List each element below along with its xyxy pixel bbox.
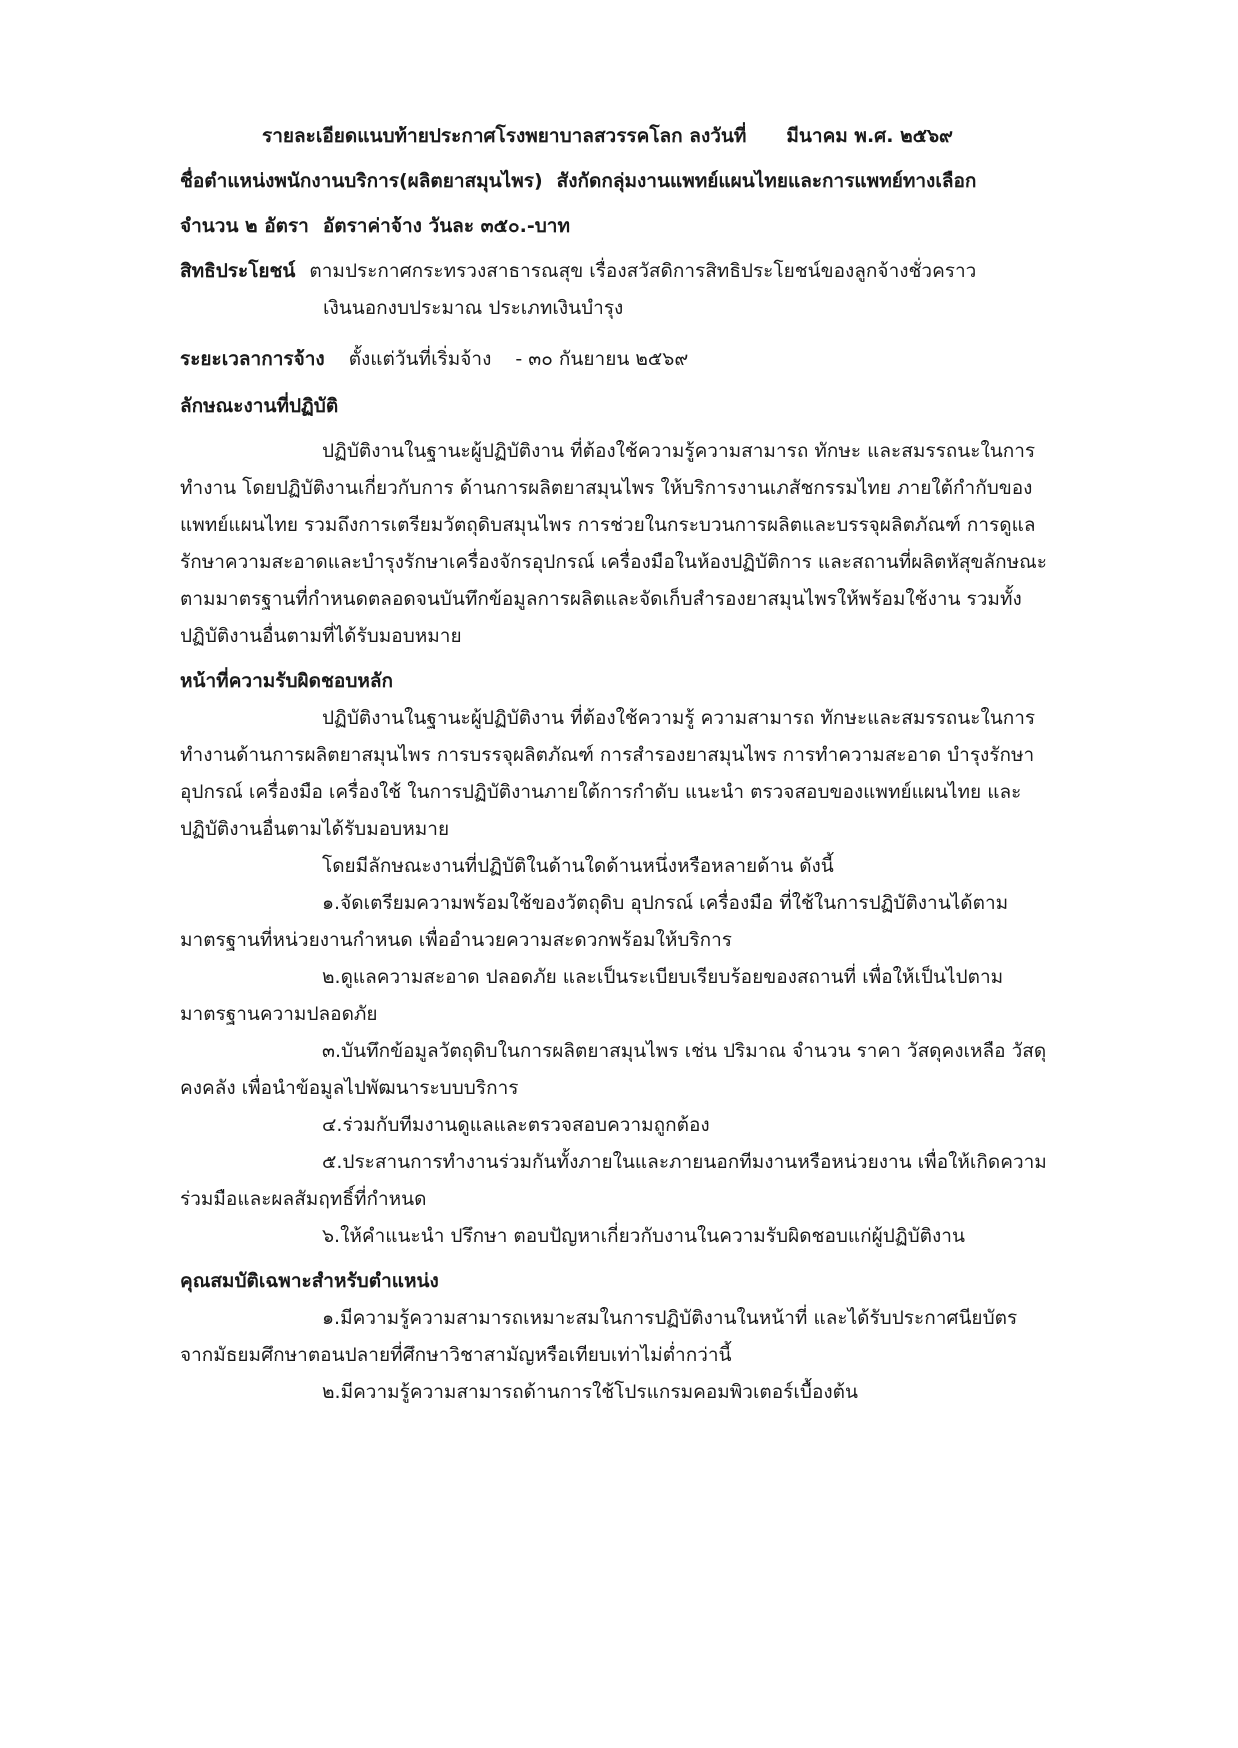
- qualification-item-2: ๒.มีความรู้ความสามารถด้านการใช้โปรแกรมคอมพิวเตอร์เบื้องต้น: [322, 1381, 858, 1403]
- position-unit: สังกัดกลุ่มงานแพทย์แผนไทยและการแพทย์ทางเลือก: [556, 170, 977, 192]
- quota-count: จำนวน ๒ อัตรา: [180, 215, 309, 237]
- title-text: รายละเอียดแนบท้ายประกาศโรงพยาบาลสวรรคโลก ลงวันที่: [262, 125, 747, 147]
- qualification-item-1: ๑.มีความรู้ความสามารถเหมาะสมในการปฏิบัติงานในหน้าที่ และได้รับประกาศนียบัตร: [322, 1307, 1018, 1329]
- benefits-line: [180, 253, 1130, 290]
- job-nature-line: ทำงาน โดยปฏิบัติงานเกี่ยวกับการ ด้านการผลิตยาสมุนไพร ให้บริการงานเภสัชกรรมไทย ภายใต้กำกับของ: [180, 477, 1033, 499]
- duty-item-5: ๕.ประสานการทำงานร่วมกันทั้งภายในและภายนอกทีมงานหรือหน่วยงาน เพื่อให้เกิดความ: [322, 1151, 1047, 1173]
- document-title: [180, 118, 1130, 155]
- title-date: มีนาคม พ.ศ. ๒๕๖๙: [786, 125, 953, 147]
- duty-item-2: ๒.ดูแลความสะอาด ปลอดภัย และเป็นระเบียบเรียบร้อยของสถานที่ เพื่อให้เป็นไปตาม: [322, 966, 1004, 988]
- duty-item-3: ๓.บันทึกข้อมูลวัตถุดิบในการผลิตยาสมุนไพร เช่น ปริมาณ จำนวน ราคา วัสดุคงเหลือ วัสดุ: [322, 1040, 1047, 1062]
- position-label: ชื่อตำแหน่งพนักงานบริการ(ผลิตยาสมุนไพร): [180, 170, 543, 192]
- period-start: ตั้งแต่วันที่เริ่มจ้าง: [348, 348, 492, 370]
- job-nature-body: [180, 433, 1130, 655]
- job-nature-line: ตามมาตรฐานที่กำหนดตลอดจนบันทึกข้อมูลการผลิตและจัดเก็บสำรองยาสมุนไพรให้พร้อมใช้งาน รวมทั้ง: [180, 588, 1022, 610]
- qualifications-body: [180, 1300, 1130, 1411]
- duty-item-1-cont: มาตรฐานที่หน่วยงานกำหนด เพื่ออำนวยความสะดวกพร้อมให้บริการ: [180, 929, 733, 951]
- qualifications-heading: คุณสมบัติเฉพาะสำหรับตำแหน่ง: [180, 1270, 439, 1292]
- job-nature-line: รักษาความสะอาดและบำรุงรักษาเครื่องจักรอุปกรณ์ เครื่องมือในห้องปฏิบัติการ และสถานที่ผลิตหัสุขลักษณะ: [180, 551, 1047, 573]
- duties-line: ปฏิบัติงานอื่นตามได้รับมอบหมาย: [180, 818, 450, 840]
- duties-line: อุปกรณ์ เครื่องมือ เครื่องใช้ ในการปฏิบัติงานภายใต้การกำดับ แนะนำ ตรวจสอบของแพทย์แผนไทย และ: [180, 781, 1022, 803]
- benefits-line2: เงินนอกงบประมาณ ประเภทเงินบำรุง: [323, 297, 624, 319]
- duty-item-2-cont: มาตรฐานความปลอดภัย: [180, 1003, 378, 1025]
- duty-item-5-cont: ร่วมมือและผลสัมฤทธิ์ที่กำหนด: [180, 1188, 427, 1210]
- quota-wage: อัตราค่าจ้าง วันละ ๓๕๐.-บาท: [322, 215, 570, 237]
- period-line: [180, 341, 1130, 378]
- job-nature-line: แพทย์แผนไทย รวมถึงการเตรียมวัตถุดิบสมุนไพร การช่วยในกระบวนการผลิตและบรรจุผลิตภัณฑ์ การดูแล: [180, 514, 1036, 536]
- period-end: - ๓๐ กันยายน ๒๕๖๙: [515, 348, 689, 370]
- duty-item-3-cont: คงคลัง เพื่อนำข้อมูลไปพัฒนาระบบบริการ: [180, 1077, 519, 1099]
- duties-line: ปฏิบัติงานในฐานะผู้ปฏิบัติงาน ที่ต้องใช้ความรู้ ความสามารถ ทักษะและสมรรถนะในการ: [322, 707, 1036, 729]
- quota-line: [180, 208, 1130, 245]
- benefits-line1: ตามประกาศกระทรวงสาธารณสุข เรื่องสวัสดิการสิทธิประโยชน์ของลูกจ้างชั่วคราว: [309, 260, 977, 282]
- duty-item-6: ๖.ให้คำแนะนำ ปรึกษา ตอบปัญหาเกี่ยวกับงานในความรับผิดชอบแก่ผู้ปฏิบัติงาน: [322, 1225, 965, 1247]
- period-label: ระยะเวลาการจ้าง: [180, 348, 325, 370]
- job-nature-heading: ลักษณะงานที่ปฏิบัติ: [180, 395, 339, 417]
- duties-heading: หน้าที่ความรับผิดชอบหลัก: [180, 670, 394, 692]
- duties-body: [180, 700, 1130, 1255]
- qualification-item-1-cont: จากมัธยมศึกษาตอนปลายที่ศึกษาวิชาสามัญหรือเทียบเท่าไม่ต่ำกว่านี้: [180, 1344, 732, 1366]
- duties-intro: โดยมีลักษณะงานที่ปฏิบัติในด้านใดด้านหนึ่งหรือหลายด้าน ดังนี้: [322, 855, 834, 877]
- duty-item-4: ๔.ร่วมกับทีมงานดูแลและตรวจสอบความถูกต้อง: [322, 1114, 710, 1136]
- benefits-label: สิทธิประโยชน์: [180, 260, 296, 282]
- position-line: [180, 163, 1130, 200]
- duty-item-1: ๑.จัดเตรียมความพร้อมใช้ของวัตถุดิบ อุปกรณ์ เครื่องมือ ที่ใช้ในการปฏิบัติงานได้ตาม: [322, 892, 1009, 914]
- job-nature-line: ปฏิบัติงานอื่นตามที่ได้รับมอบหมาย: [180, 625, 462, 647]
- duties-line: ทำงานด้านการผลิตยาสมุนไพร การบรรจุผลิตภัณฑ์ การสำรองยาสมุนไพร การทำความสะอาด บำรุงรักษา: [180, 744, 1035, 766]
- job-nature-line: ปฏิบัติงานในฐานะผู้ปฏิบัติงาน ที่ต้องใช้ความรู้ความสามารถ ทักษะ และสมรรถนะในการ: [322, 440, 1036, 462]
